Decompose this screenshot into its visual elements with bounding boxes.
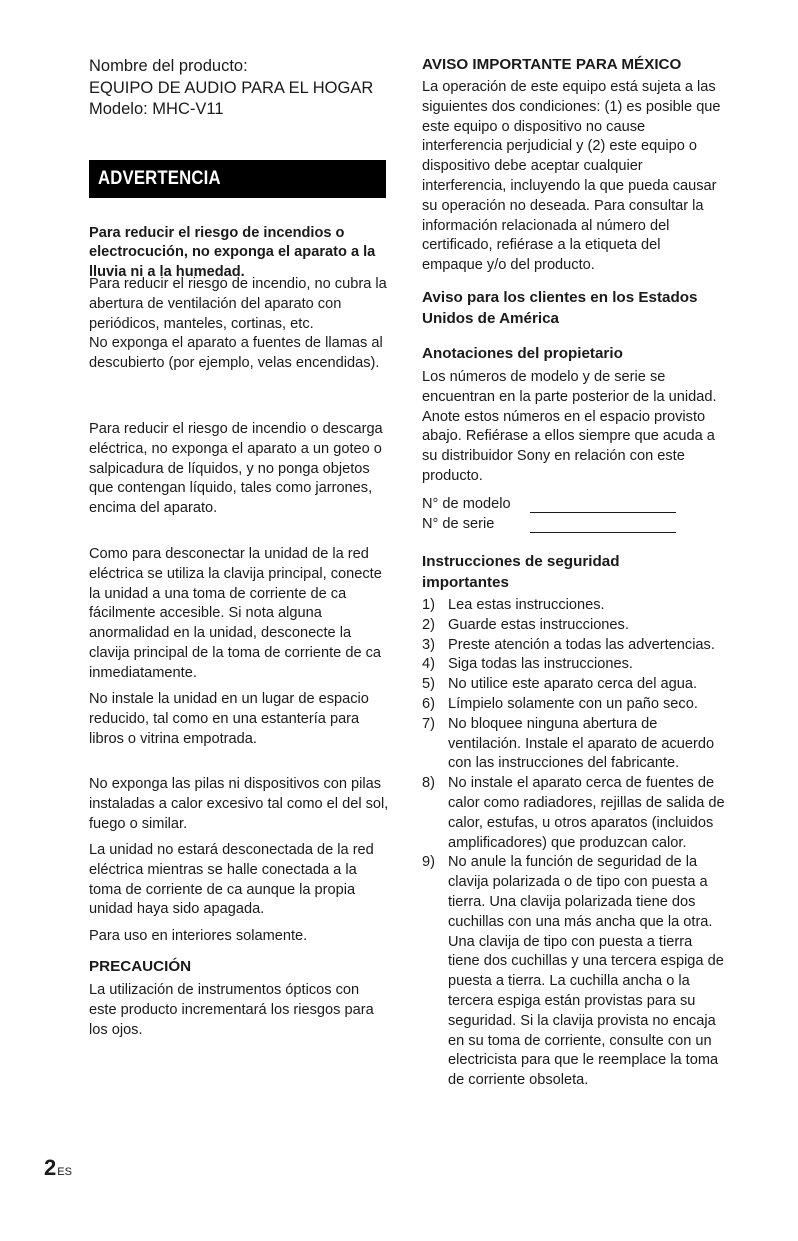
list-item-number: 6) — [422, 695, 435, 712]
owner-title: Anotaciones del propietario — [422, 345, 623, 362]
owner-text: Los números de modelo y de serie se encuentran en la parte posterior de la unidad. Anote estos números en el espacio provisto abajo. Refiérase a ellos siempre que acuda a su distribuidor Sony en relación con este producto. — [422, 369, 717, 484]
serial-number-line — [530, 532, 676, 533]
list-item-number: 1) — [422, 597, 435, 613]
warning-paragraph-1 — [89, 275, 389, 374]
warning-title: ADVERTENCIA — [98, 168, 221, 189]
warning-header — [89, 160, 386, 198]
list-item-number: 8) — [422, 775, 435, 792]
warning-paragraph-4: No instale la unidad en un lugar de espacio reducido, tal como en una estantería para libros o vitrina empotrada. — [89, 691, 369, 747]
list-item — [422, 715, 726, 774]
list-item-text: No instale el aparato cerca de fuentes de calor como radiadores, rejillas de salida de calor, estufas, u otros aparatos (incluidos amplificadores) que produzcan calor. — [448, 775, 725, 851]
list-item-number: 7) — [422, 715, 435, 732]
warning-paragraph-5: No exponga las pilas ni dispositivos con pilas instaladas a calor excesivo tal como el del sol, fuego o similar. — [89, 776, 389, 832]
list-item — [422, 596, 726, 616]
mexico-title: AVISO IMPORTANTE PARA MÉXICO — [422, 56, 682, 73]
list-item-text: Preste atención a todas las advertencias. — [448, 636, 715, 653]
list-item-text: No bloquee ninguna abertura de ventilación. Instale el aparato de acuerdo con las instrucciones del fabricante. — [448, 715, 715, 772]
list-item-text: Lea estas instrucciones. — [448, 597, 605, 613]
list-item — [422, 616, 726, 636]
list-item-text: Guarde estas instrucciones. — [448, 616, 629, 633]
safety-instructions-list — [422, 596, 726, 1091]
paragraph-text: Para reducir el riesgo de incendio, no cubra la abertura de ventilación del aparato con periódicos, manteles, cortinas, etc. — [89, 276, 387, 332]
mexico-text: La operación de este equipo está sujeta a las siguientes dos condiciones: (1) es posible que este equipo o dispositivo no cause interferencia perjudicial y (2) este equipo o dispositivo debe aceptar cualquier interferencia, incluyendo la que pueda causar su operación no deseada. Para consultar la información relacionada al número del certificado, refiérase a la etiqueta del empaque y/o del producto. — [422, 79, 721, 274]
serial-number-label: N° de serie — [422, 516, 495, 532]
usa-title: Aviso para los clientes en los Estados Unidos de América — [422, 289, 698, 327]
list-item-number: 4) — [422, 656, 435, 673]
model-number-label: N° de modelo — [422, 496, 511, 512]
safety-title: Instrucciones de seguridad importantes — [422, 553, 620, 591]
list-item — [422, 853, 726, 1091]
caution-text: La utilización de instrumentos ópticos con este producto incrementará los riesgos para los ojos. — [89, 982, 374, 1038]
list-item-number: 9) — [422, 854, 435, 871]
warning-lead: Para reducir el riesgo de incendios o electrocución, no exponga el aparato a la lluvia ni a la humedad. — [89, 224, 376, 281]
warning-paragraph-2: Para reducir el riesgo de incendio o descarga eléctrica, no exponga el aparato a un goteo o salpicadura de líquidos, y no ponga objetos que contengan líquido, tales como jarrones, encima del aparato. — [89, 421, 383, 517]
model-number-line — [530, 512, 676, 513]
list-item — [422, 675, 726, 695]
list-item-number: 3) — [422, 636, 435, 653]
list-item-number: 2) — [422, 616, 435, 633]
product-label: Nombre del producto: — [89, 57, 248, 75]
warning-paragraph-3: Como para desconectar la unidad de la red eléctrica se utiliza la clavija principal, conecte la unidad a una toma de corriente de ca fácilmente accesible. Si nota alguna anormalidad en la unidad, desconecte la clavija principal de la toma de corriente de ca inmediatamente. — [89, 546, 382, 681]
list-item-text: No utilice este aparato cerca del agua. — [448, 676, 698, 693]
caution-title: PRECAUCIÓN — [89, 958, 192, 975]
list-item — [422, 695, 726, 715]
list-item-text: Límpielo solamente con un paño seco. — [448, 695, 698, 712]
product-info — [89, 56, 389, 121]
product-model: Modelo: MHC-V11 — [89, 100, 224, 118]
warning-paragraph-7: Para uso en interiores solamente. — [89, 928, 308, 944]
warning-paragraph-6: La unidad no estará desconectada de la red eléctrica mientras se halle conectada a la toma de corriente de ca aunque la propia unidad haya sido apagada. — [89, 842, 374, 918]
page-number — [44, 1154, 72, 1182]
list-item — [422, 655, 726, 675]
page-language: ES — [57, 1166, 72, 1178]
list-item — [422, 636, 726, 656]
list-item — [422, 774, 726, 853]
product-name: EQUIPO DE AUDIO PARA EL HOGAR — [89, 78, 374, 97]
list-item-text: No anule la función de seguridad de la clavija polarizada o de tipo con puesta a tierra. Una clavija polarizada tiene dos cuchillas con una más ancha que la otra. Una clavija de tipo con puesta a tierra tiene dos cuchillas y una tercera espiga de puesta a tierra. La cuchilla ancha o la tercera espiga están provistas para su seguridad. Si la clavija provista no encaja en su toma de corriente, consulte con un electricista para que le reemplace la toma de corriente obsoleta. — [448, 854, 724, 1089]
list-item-text: Siga todas las instrucciones. — [448, 656, 633, 673]
list-item-number: 5) — [422, 676, 435, 693]
page-number-value: 2 — [44, 1155, 57, 1180]
paragraph-text: No exponga el aparato a fuentes de llamas al descubierto (por ejemplo, velas encendidas). — [89, 335, 383, 372]
